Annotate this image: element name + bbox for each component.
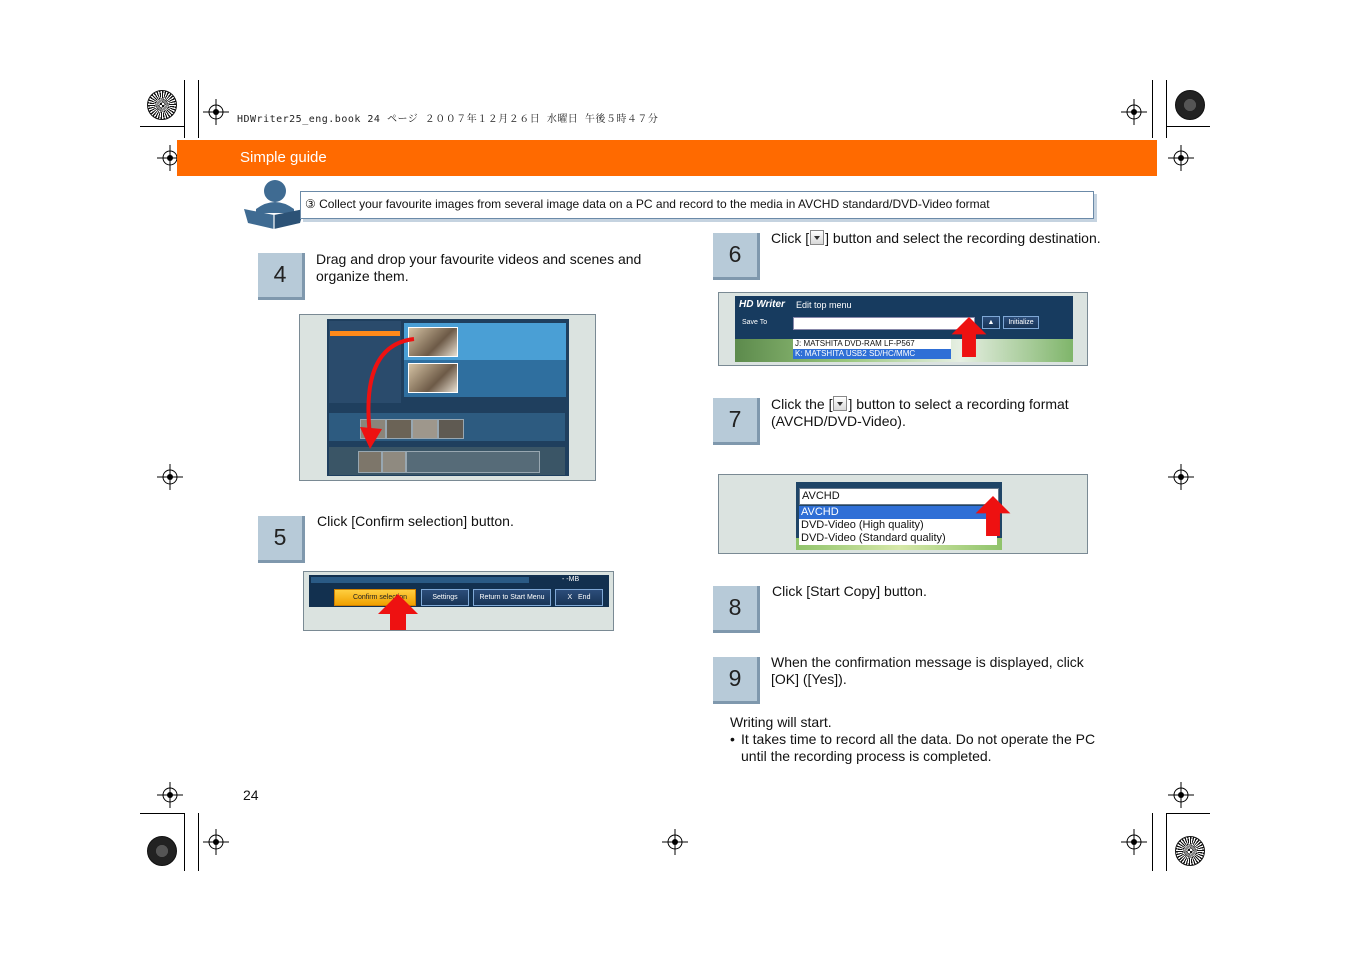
step-number-box: 5 — [258, 516, 305, 563]
reader-person-icon — [242, 179, 306, 229]
save-to-label: Save To — [742, 319, 768, 326]
book-info-header: HDWriter25_eng.book 24 ページ ２００７年１２月２６日 水曜日 午後５時４７分 — [237, 114, 659, 125]
step-number-box: 7 — [713, 398, 760, 445]
format-option[interactable]: AVCHD — [799, 506, 997, 519]
confirm-selection-button[interactable]: Confirm selection — [334, 589, 416, 606]
step-number-box: 8 — [713, 586, 760, 633]
page-number: 24 — [243, 787, 259, 803]
screenshot-confirm-selection — [303, 571, 614, 631]
red-arrow-icon — [949, 317, 989, 357]
selected-scene[interactable] — [382, 451, 406, 473]
registration-mark-icon — [1121, 829, 1147, 855]
red-arrow-icon — [973, 496, 1013, 536]
color-rosette-icon — [1175, 90, 1205, 120]
format-option[interactable]: DVD-Video (Standard quality) — [799, 532, 997, 545]
note-text: It takes time to record all the data. Do not operate the PC until the recording process is completed. — [741, 731, 1096, 764]
step-instruction: Click the [ ] button to select a recording format (AVCHD/DVD-Video). — [771, 396, 1069, 429]
registration-mark-icon — [1168, 145, 1194, 171]
scene-thumbnail[interactable] — [438, 419, 464, 439]
registration-mark-icon — [662, 829, 688, 855]
destination-option[interactable]: K: MATSHITA USB2 SD/HC/MMC — [793, 349, 951, 359]
red-arrow-icon — [352, 335, 422, 453]
screenshot-save-destination — [718, 292, 1088, 366]
step-instruction: When the confirmation message is displayed, click [OK] ([Yes]). — [771, 654, 1084, 687]
destination-option[interactable]: J: MATSHITA DVD-RAM LF-P567 — [793, 339, 951, 349]
registration-mark-icon — [157, 464, 183, 490]
registration-mark-icon — [1168, 782, 1194, 808]
color-rosette-icon — [147, 836, 177, 866]
section-title: Simple guide — [240, 149, 327, 166]
step-instruction: Click [Start Copy] button. — [772, 583, 927, 599]
dropdown-arrow-icon — [810, 230, 824, 245]
red-arrow-icon — [378, 594, 418, 631]
result-text: Writing will start. — [730, 714, 832, 730]
registration-mark-icon — [1168, 464, 1194, 490]
dropdown-arrow-icon — [833, 396, 847, 411]
eject-button[interactable]: ▲ — [982, 316, 1000, 329]
section-header-bar — [177, 140, 1157, 176]
step-instruction: Click [ ] button and select the recording destination. — [771, 230, 1101, 246]
step-instruction: Drag and drop your favourite videos and scenes and organize them. — [316, 251, 642, 284]
registration-mark-icon — [203, 829, 229, 855]
color-rosette-icon — [1175, 836, 1205, 866]
subtitle-box — [300, 191, 1094, 219]
selected-scene[interactable] — [358, 451, 382, 473]
step-number-box: 6 — [713, 233, 760, 280]
color-rosette-icon — [147, 90, 177, 120]
menu-title: Edit top menu — [796, 300, 852, 310]
format-dropdown[interactable]: AVCHD — [799, 488, 999, 505]
size-readout: - -MB — [562, 576, 580, 583]
settings-button[interactable]: Settings — [421, 589, 469, 606]
end-button[interactable]: X End — [555, 589, 603, 606]
note-bullet: • — [730, 731, 735, 747]
registration-mark-icon — [157, 782, 183, 808]
return-to-start-menu-button[interactable]: Return to Start Menu — [473, 589, 551, 606]
initialize-button[interactable]: Initialize — [1003, 316, 1039, 329]
format-option[interactable]: DVD-Video (High quality) — [799, 519, 997, 532]
subtitle-text: ③ Collect your favourite images from several image data on a PC and record to the media in AVCHD standard/DVD-Video format — [305, 197, 990, 211]
step-instruction: Click [Confirm selection] button. — [317, 513, 514, 529]
screenshot-organize-scenes — [299, 314, 596, 481]
app-title: HD Writer — [739, 299, 785, 310]
screenshot-recording-format — [718, 474, 1088, 554]
registration-mark-icon — [203, 99, 229, 125]
save-to-dropdown[interactable] — [793, 317, 975, 330]
step-number-box: 9 — [713, 657, 760, 704]
registration-mark-icon — [1121, 99, 1147, 125]
step-number-box: 4 — [258, 253, 305, 300]
